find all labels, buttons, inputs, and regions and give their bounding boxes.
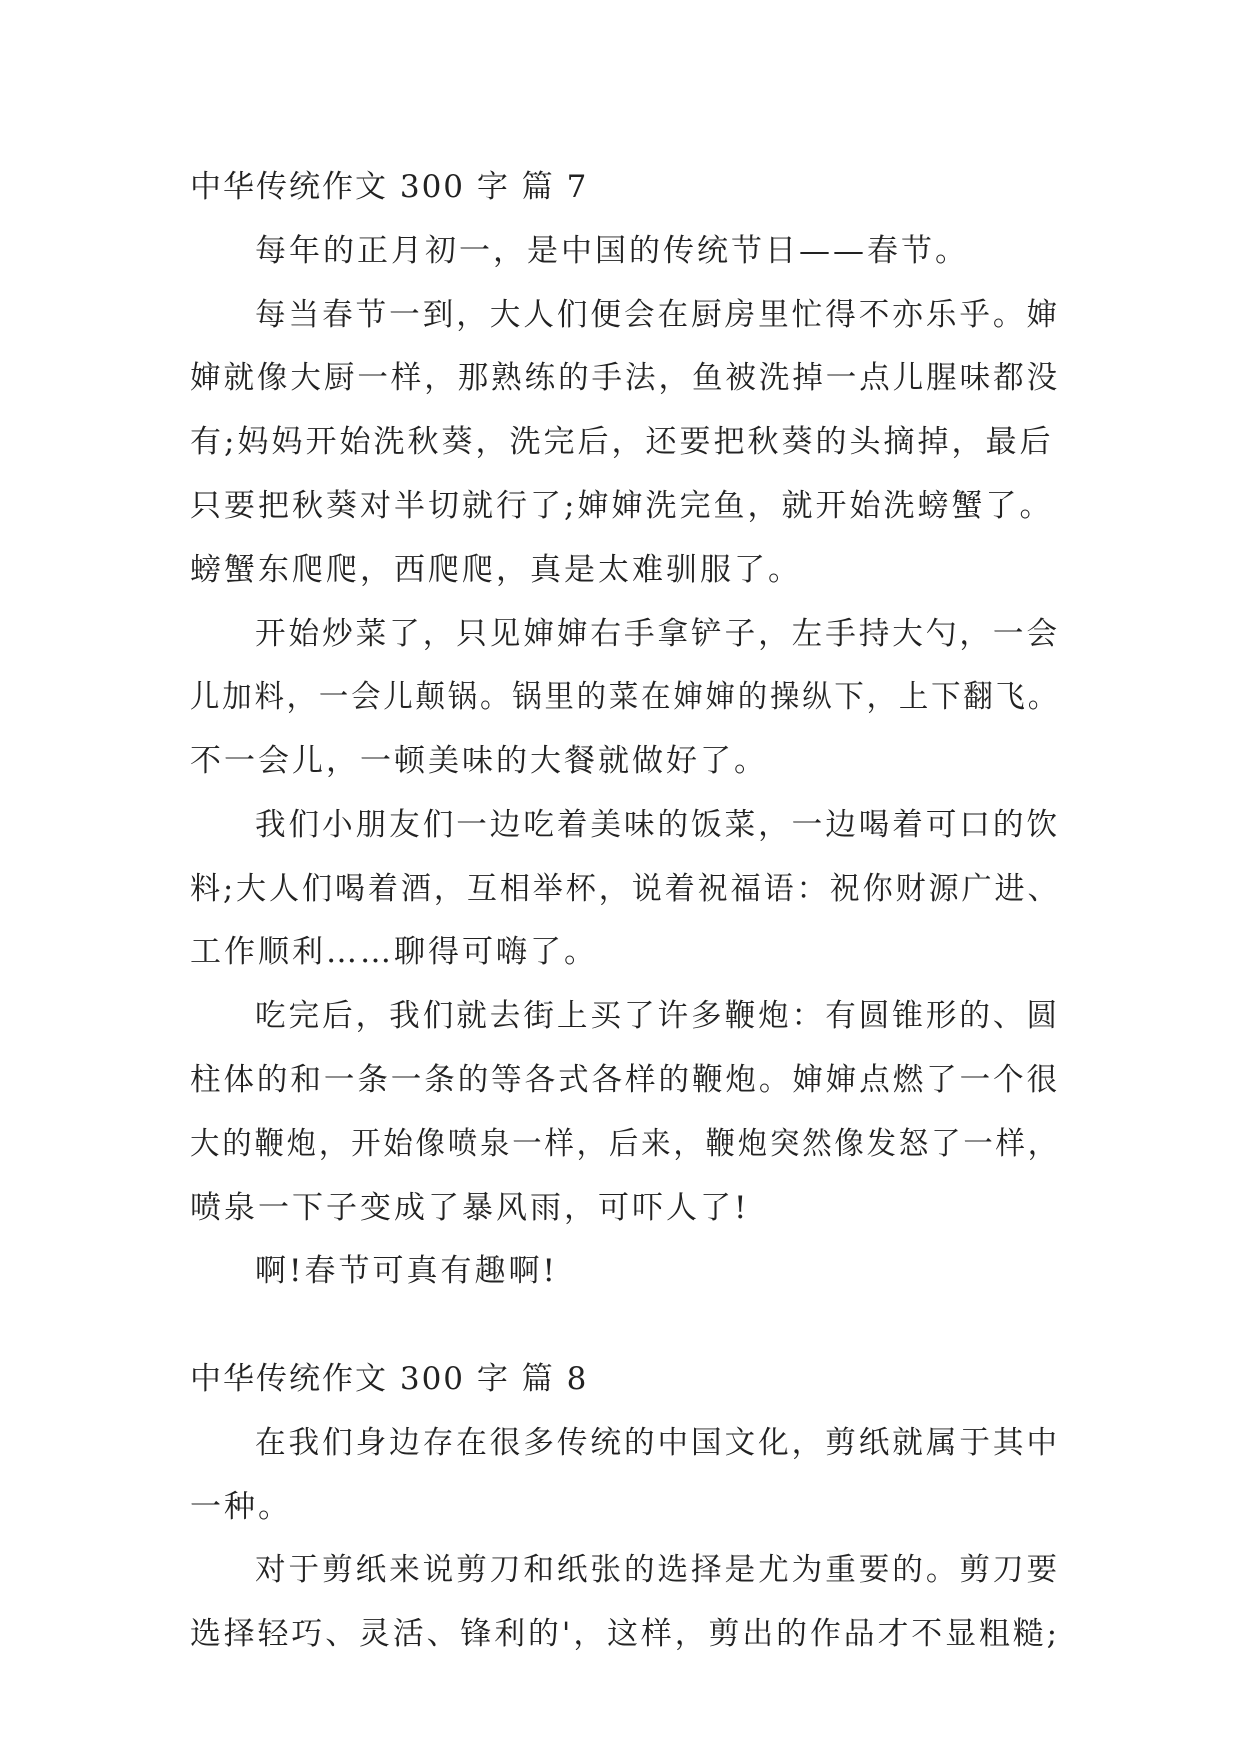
- paragraph-line: 吃完后，我们就去街上买了许多鞭炮：有圆锥形的、圆: [255, 998, 1060, 1034]
- paragraph-line: 有;妈妈开始洗秋葵，洗完后，还要把秋葵的头摘掉，最后: [190, 424, 1054, 460]
- paragraph-line: 对于剪纸来说剪刀和纸张的选择是尤为重要的。剪刀要: [255, 1552, 1060, 1588]
- paragraph-line: 大的鞭炮，开始像喷泉一样，后来，鞭炮突然像发怒了一样，: [190, 1126, 1060, 1162]
- essay-7-title: 中华传统作文 300 字 篇 7: [190, 169, 589, 205]
- paragraph-line: 每当春节一到，大人们便会在厨房里忙得不亦乐乎。婶: [255, 297, 1060, 333]
- paragraph-line: 料;大人们喝着酒，互相举杯，说着祝福语：祝你财源广进、: [190, 871, 1061, 907]
- paragraph-line: 婶就像大厨一样，那熟练的手法，鱼被洗掉一点儿腥味都没: [190, 360, 1061, 396]
- paragraph-line: 选择轻巧、灵活、锋利的'，这样，剪出的作品才不显粗糙;: [190, 1616, 1060, 1652]
- paragraph-line: 儿加料，一会儿颠锅。锅里的菜在婶婶的操纵下，上下翻飞。: [190, 679, 1060, 715]
- paragraph-line: 我们小朋友们一边吃着美味的饭菜，一边喝着可口的饮: [255, 807, 1060, 843]
- essay-8-title: 中华传统作文 300 字 篇 8: [190, 1361, 589, 1397]
- paragraph-line: 每年的正月初一，是中国的传统节日——春节。: [255, 233, 969, 269]
- paragraph-line: 在我们身边存在很多传统的中国文化，剪纸就属于其中: [255, 1425, 1060, 1461]
- paragraph-line: 柱体的和一条一条的等各式各样的鞭炮。婶婶点燃了一个很: [190, 1062, 1061, 1098]
- paragraph-line: 工作顺利……聊得可嗨了。: [190, 934, 598, 970]
- paragraph-line: 啊!春节可真有趣啊!: [255, 1253, 558, 1289]
- paragraph-line: 只要把秋葵对半切就行了;婶婶洗完鱼，就开始洗螃蟹了。: [190, 488, 1054, 524]
- paragraph-line: 开始炒菜了，只见婶婶右手拿铲子，左手持大勺，一会: [255, 616, 1060, 652]
- paragraph-line: 喷泉一下子变成了暴风雨，可吓人了!: [190, 1190, 750, 1226]
- paragraph-line: 一种。: [190, 1489, 292, 1525]
- paragraph-line: 不一会儿，一顿美味的大餐就做好了。: [190, 743, 768, 779]
- paragraph-line: 螃蟹东爬爬，西爬爬，真是太难驯服了。: [190, 552, 802, 588]
